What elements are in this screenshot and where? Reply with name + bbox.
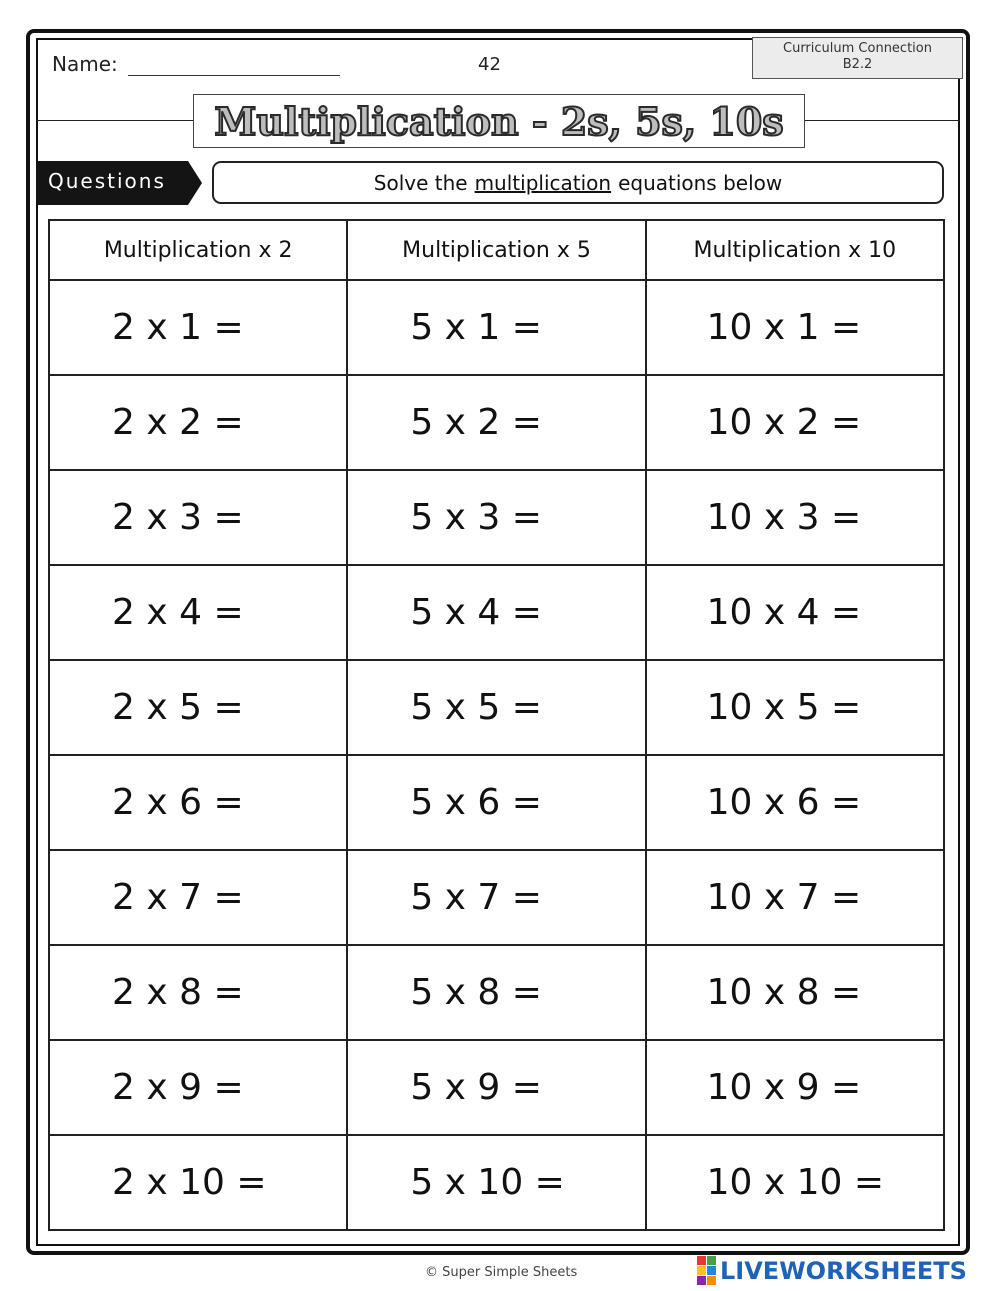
equation-cell[interactable]: 2 x 10 =	[49, 1135, 347, 1230]
table-row	[49, 660, 944, 755]
equation-cell[interactable]: 5 x 1 =	[347, 280, 645, 375]
instructions-box	[212, 161, 944, 204]
worksheet-title-box	[193, 94, 805, 148]
equation-cell[interactable]: 2 x 9 =	[49, 1040, 347, 1135]
equation-cell[interactable]: 5 x 2 =	[347, 375, 645, 470]
equation-cell[interactable]: 2 x 7 =	[49, 850, 347, 945]
logo-block	[707, 1276, 716, 1285]
equation-cell[interactable]: 2 x 5 =	[49, 660, 347, 755]
equation-cell[interactable]: 5 x 7 =	[347, 850, 645, 945]
equation-cell[interactable]: 2 x 2 =	[49, 375, 347, 470]
questions-tab-label: Questions	[48, 169, 166, 193]
logo-block	[697, 1256, 706, 1265]
logo-block	[697, 1276, 706, 1285]
table-row	[49, 470, 944, 565]
title-rule-left	[36, 120, 193, 121]
equation-cell[interactable]: 10 x 1 =	[646, 280, 944, 375]
curriculum-title: Curriculum Connection	[783, 41, 932, 56]
table-row	[49, 850, 944, 945]
equation-cell[interactable]: 10 x 3 =	[646, 470, 944, 565]
name-label: Name:	[52, 52, 118, 76]
table-row	[49, 755, 944, 850]
name-input-line[interactable]	[128, 75, 340, 76]
equation-cell[interactable]: 2 x 4 =	[49, 565, 347, 660]
equation-cell[interactable]: 10 x 4 =	[646, 565, 944, 660]
equation-cell[interactable]: 2 x 1 =	[49, 280, 347, 375]
copyright-notice: © Super Simple Sheets	[425, 1265, 578, 1280]
instructions-after: equations below	[618, 170, 783, 195]
table-row	[49, 1135, 944, 1230]
logo-block	[707, 1256, 716, 1265]
logo-block	[697, 1266, 706, 1275]
instructions-keyword: multiplication	[474, 170, 612, 195]
table-row	[49, 1040, 944, 1135]
table-row	[49, 945, 944, 1040]
equation-cell[interactable]: 10 x 10 =	[646, 1135, 944, 1230]
equation-cell[interactable]: 10 x 6 =	[646, 755, 944, 850]
logo-text: LIVEWORKSHEETS	[720, 1256, 967, 1285]
equation-cell[interactable]: 5 x 10 =	[347, 1135, 645, 1230]
column-header-x5: Multiplication x 5	[347, 220, 645, 280]
equation-cell[interactable]: 2 x 8 =	[49, 945, 347, 1040]
equation-cell[interactable]: 10 x 7 =	[646, 850, 944, 945]
logo-blocks-icon	[697, 1256, 716, 1285]
equation-cell[interactable]: 10 x 9 =	[646, 1040, 944, 1135]
equation-cell[interactable]: 5 x 6 =	[347, 755, 645, 850]
equation-cell[interactable]: 5 x 8 =	[347, 945, 645, 1040]
equation-cell[interactable]: 5 x 9 =	[347, 1040, 645, 1135]
equation-cell[interactable]: 5 x 3 =	[347, 470, 645, 565]
equation-cell[interactable]: 10 x 2 =	[646, 375, 944, 470]
curriculum-connection-box	[752, 37, 963, 79]
table-header-row	[49, 220, 944, 280]
curriculum-code: B2.2	[842, 57, 873, 72]
equation-cell[interactable]: 10 x 8 =	[646, 945, 944, 1040]
equation-cell[interactable]: 10 x 5 =	[646, 660, 944, 755]
instructions-before: Solve the	[373, 170, 468, 195]
equation-cell[interactable]: 5 x 5 =	[347, 660, 645, 755]
equation-cell[interactable]: 2 x 3 =	[49, 470, 347, 565]
column-header-x2: Multiplication x 2	[49, 220, 347, 280]
column-header-x10: Multiplication x 10	[646, 220, 944, 280]
multiplication-table	[48, 219, 945, 1231]
equation-cell[interactable]: 2 x 6 =	[49, 755, 347, 850]
table-row	[49, 565, 944, 660]
worksheet-title: Multiplication - 2s, 5s, 10s	[214, 98, 784, 144]
table-body	[49, 280, 944, 1230]
equation-cell[interactable]: 5 x 4 =	[347, 565, 645, 660]
title-rule-right	[805, 120, 960, 121]
liveworksheets-logo[interactable]	[697, 1256, 967, 1285]
table-row	[49, 375, 944, 470]
table-row	[49, 280, 944, 375]
logo-block	[707, 1266, 716, 1275]
page-number: 42	[478, 54, 501, 75]
